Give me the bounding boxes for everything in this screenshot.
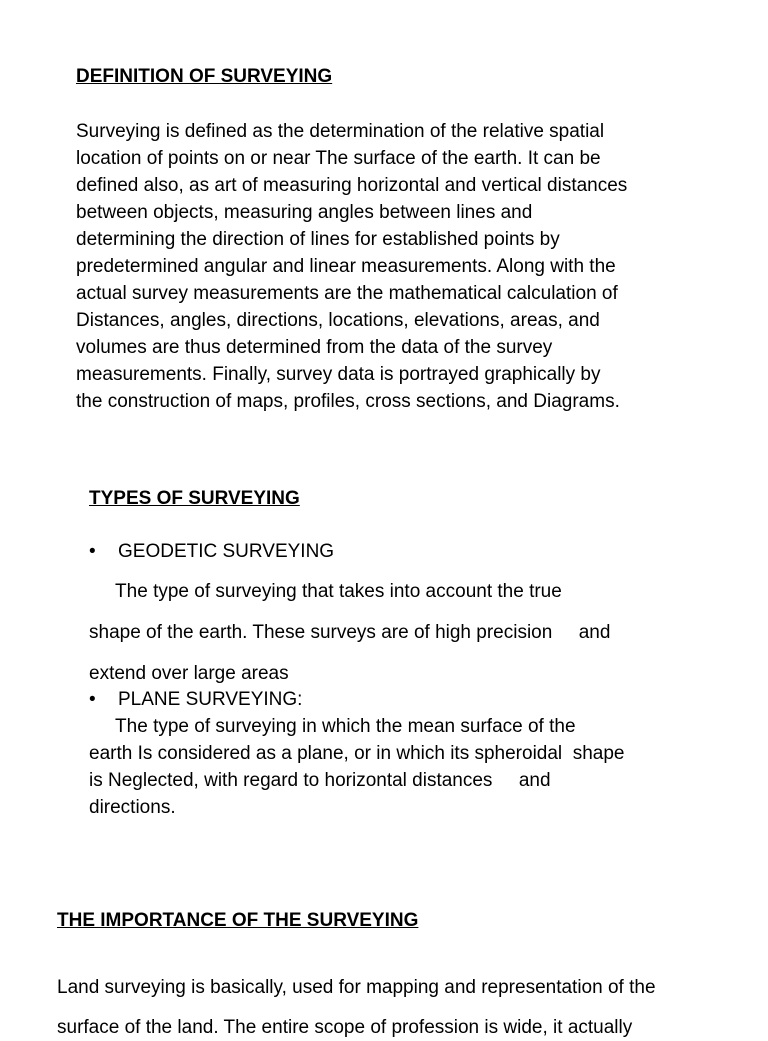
plane-paragraph: The type of surveying in which the mean surface of the earth Is considered as a plane, or in which its spheroidal shape is Neglected, with regard to horizontal distances and directions. <box>89 716 625 818</box>
definition-heading: DEFINITION OF SURVEYING <box>76 66 333 87</box>
bullet-geodetic <box>89 538 334 565</box>
geodetic-line-1: The type of surveying that takes into account the true <box>89 581 562 602</box>
importance-paragraph: Land surveying is basically, used for mapping and representation of the <box>57 977 656 998</box>
importance-paragraph-cutoff: surface of the land. The entire scope of profession is wide, it actually <box>57 1017 633 1038</box>
geodetic-line-3: extend over large areas <box>89 663 289 684</box>
definition-paragraph: Surveying is defined as the determination of the relative spatial location of points on or near The surface of the earth. It can be defined also, as art of measuring horizontal and vertical distances between objects, measuring angles between lines and determining the direction of lines for established points by predetermined angular and linear measurements. Along with the actual survey measurements are the mathematical calculation of Distances, angles, directions, locations, elevations, areas, and volumes are thus determined from the data of the survey measurements. Finally, survey data is portrayed graphically by the construction of maps, profiles, cross sections, and Diagrams. <box>76 121 628 412</box>
importance-heading: THE IMPORTANCE OF THE SURVEYING <box>57 910 419 931</box>
bullet-plane <box>89 686 302 713</box>
bullet-icon: • <box>89 541 96 562</box>
geodetic-title: GEODETIC SURVEYING <box>118 541 335 562</box>
plane-title: PLANE SURVEYING: <box>118 689 303 710</box>
types-heading: TYPES OF SURVEYING <box>89 488 300 509</box>
bullet-icon: • <box>89 689 96 710</box>
geodetic-line-2: shape of the earth. These surveys are of high precision and <box>89 622 611 643</box>
